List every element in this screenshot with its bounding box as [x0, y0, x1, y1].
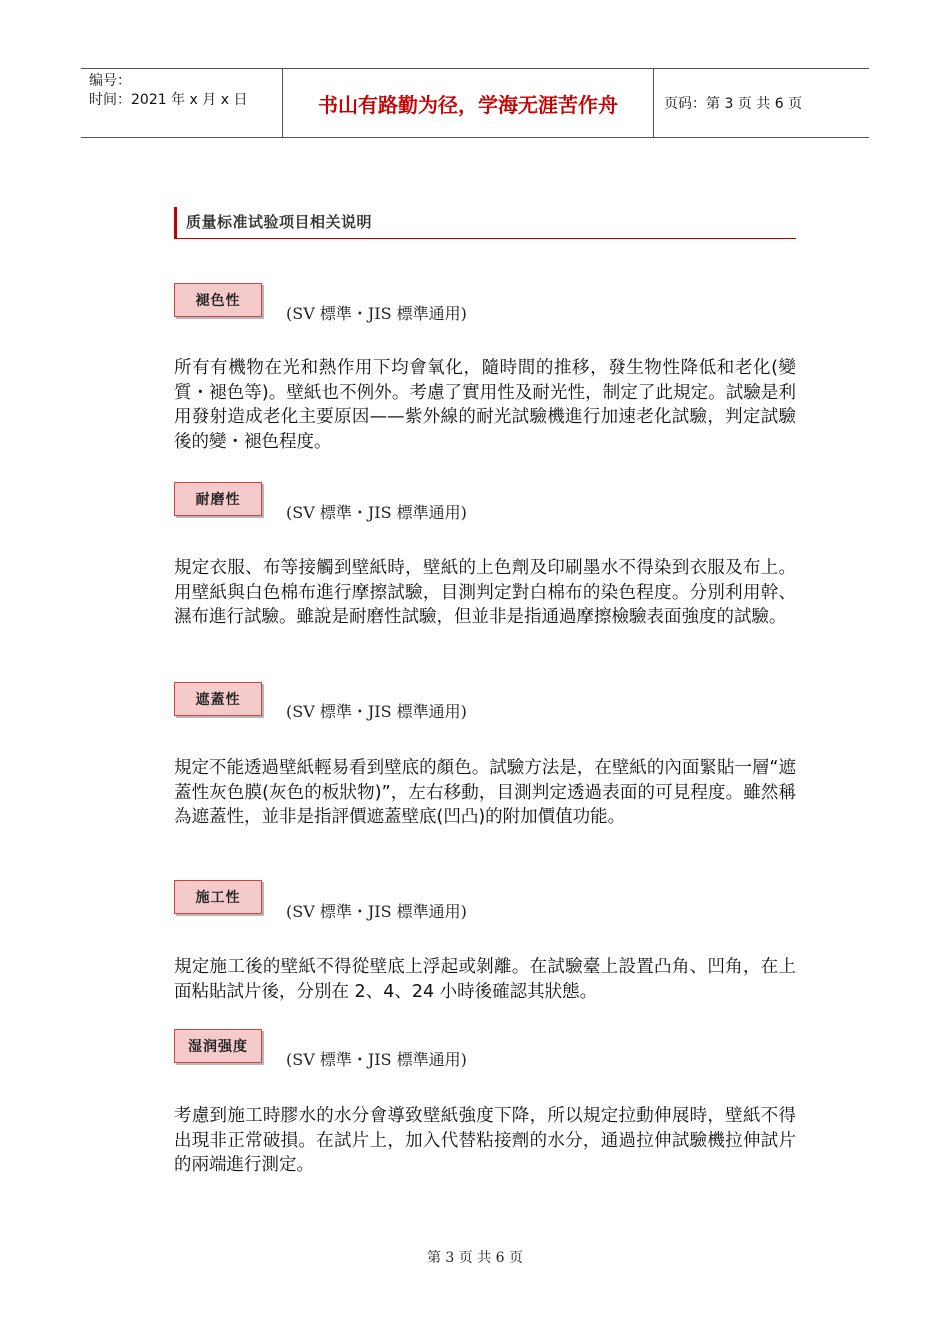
- standard-note: (SV 標準・JIS 標準通用): [286, 304, 467, 323]
- standard-note: (SV 標準・JIS 標準通用): [286, 503, 467, 522]
- paragraph-hiding: 規定不能透過壁紙輕易看到壁底的顏色。試驗方法是，在壁紙的內面緊貼一層“遮蓋性灰色膜(灰色的板狀物)”，左右移動，目測判定透過表面的可見程度。雖然稱為遮蓋性，並非是指評價遮蓋壁底(凹凸)的附加價值功能。: [174, 758, 796, 828]
- section-title-text: 质量标准试验项目相关说明: [186, 213, 373, 231]
- header-page-info: 页码：第 3 页 共 6 页: [664, 96, 803, 112]
- number-label: 编号：: [89, 73, 131, 89]
- header-motto: 书山有路勤为径，学海无涯苦作舟: [282, 69, 654, 137]
- tag-wet-strength: 湿润强度: [174, 1029, 262, 1063]
- time-label: 时间：2021 年 x 月 x 日: [89, 92, 248, 108]
- page-header: [81, 68, 869, 138]
- section-title: [174, 207, 796, 239]
- tag-fading: 褪色性: [174, 283, 262, 317]
- section-title-bar: [174, 207, 177, 238]
- standard-note: (SV 標準・JIS 標準通用): [286, 1050, 467, 1069]
- tag-workability: 施工性: [174, 880, 262, 914]
- standard-note: (SV 標準・JIS 標準通用): [286, 902, 467, 921]
- header-meta: [81, 69, 282, 137]
- tag-hiding: 遮蓋性: [174, 682, 262, 716]
- paragraph-wet-strength: 考慮到施工時膠水的水分會導致壁紙強度下降，所以規定拉動伸展時，壁紙不得出現非正常破損。在試片上，加入代替粘接劑的水分，通過拉伸試驗機拉伸試片的兩端進行測定。: [174, 1106, 796, 1176]
- paragraph-fading: 所有有機物在光和熱作用下均會氧化，隨時間的推移，發生物性降低和老化(變質・褪色等)。壁紙也不例外。考慮了實用性及耐光性，制定了此規定。試驗是利用發射造成老化主要原因——紫外線的耐光試驗機進行加速老化試驗，判定試驗後的變・褪色程度。: [174, 358, 796, 452]
- paragraph-workability: 規定施工後的壁紙不得從壁底上浮起或剝離。在試驗臺上設置凸角、凹角，在上面粘貼試片後，分別在 2、4、24 小時後確認其狀態。: [174, 957, 796, 1002]
- page-footer: 第 3 页 共 6 页: [426, 1250, 524, 1266]
- tag-abrasion: 耐磨性: [174, 482, 262, 516]
- standard-note: (SV 標準・JIS 標準通用): [286, 702, 467, 721]
- paragraph-abrasion: 規定衣服、布等接觸到壁紙時，壁紙的上色劑及印刷墨水不得染到衣服及布上。用壁紙與白色棉布進行摩擦試驗，目測判定對白棉布的染色程度。分別利用幹、濕布進行試驗。雖說是耐磨性試驗，但並非是指通過摩擦檢驗表面強度的試驗。: [174, 558, 796, 628]
